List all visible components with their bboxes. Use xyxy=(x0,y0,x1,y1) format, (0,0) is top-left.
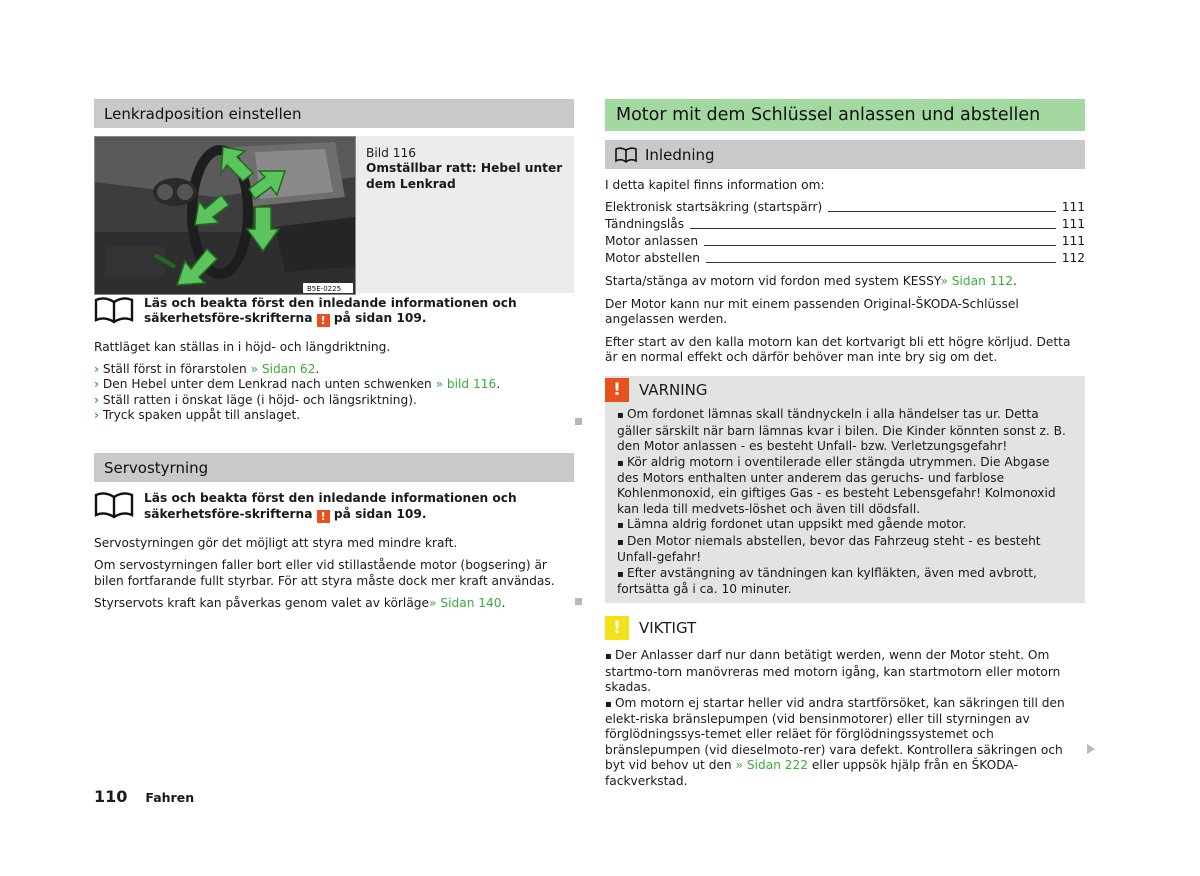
safety-note: Läs och beakta först den inledande informationen och säkerhetsföre-skrifterna ! på sidan 109. xyxy=(94,491,574,522)
important-box xyxy=(605,614,1085,789)
toc-row[interactable]: Elektronisk startsäkring (startspärr) 111 xyxy=(605,200,1085,215)
right-column xyxy=(605,99,1085,789)
book-icon xyxy=(94,296,134,324)
toc-row[interactable]: Tändningslås 111 xyxy=(605,217,1085,232)
toc-row[interactable]: Motor abstellen 112 xyxy=(605,251,1085,266)
section-end-marker xyxy=(575,598,582,605)
kessy-paragraph: Starta/stänga av motorn vid fordon med system KESSY» Sidan 112. xyxy=(605,274,1017,289)
chevron-right-icon: › xyxy=(94,408,100,423)
chapter-heading: Motor mit dem Schlüssel anlassen und abstellen xyxy=(605,99,1085,131)
steering-intro: Rattläget kan ställas in i höjd- och längdriktning. xyxy=(94,340,391,355)
servo-paragraph-1: Servostyrningen gör det möjligt att styra med mindre kraft. xyxy=(94,535,458,550)
list-item: ▪ Kör aldrig motorn i oventilerade eller stängda utrymmen. Die Abgase des Motors enthalten unter anderem das geruchs- und farblose Kohlenmonoxid, ein giftiges Gas - es besteht Lebensgefahr! Kolmonoxid kan leda till medvets-löshet och även till dödsfall. xyxy=(617,455,1073,518)
chevron-right-icon: › xyxy=(94,377,100,392)
chevron-right-icon: › xyxy=(94,392,100,407)
warning-icon: ! xyxy=(317,314,330,327)
important-header: ! VIKTIGT xyxy=(605,614,1085,642)
section-heading-steering-position: Lenkradposition einstellen xyxy=(94,99,574,128)
warning-icon: ! xyxy=(317,510,330,523)
section-heading-power-steering: Servostyrning xyxy=(94,453,574,482)
list-item: › Ställ först in förarstolen » Sidan 62. xyxy=(94,361,320,376)
continue-arrow-icon xyxy=(1087,744,1095,754)
warning-header: ! VARNING xyxy=(605,376,1085,404)
page-number: 110 xyxy=(94,787,128,806)
list-item: › Tryck spaken uppåt till anslaget. xyxy=(94,408,301,423)
list-item: ▪ Om motorn ej startar heller vid andra startförsöket, kan säkringen till den elekt-riska bränslepumpen (vid bensinmotorer) eller till styrningen av förglödningssys-temet eller reläet för förglödningssystemet och bränslepumpen (vid dieselmoto-rer) vara defekt. Kontrollera säkringen och byt vid behov ut den » Sidan 222 eller uppsök hjälp från en ŠKODA-fackverkstad. xyxy=(605,696,1085,789)
safety-note: Läs och beakta först den inledande informationen och säkerhetsföre-skrifterna ! på sidan 109. xyxy=(94,296,574,327)
servo-paragraph-2: Om servostyrningen faller bort eller vid stillastående motor (bogsering) är bilen fortfarande fullt styrbar. För att styra måste dock mer kraft användas. xyxy=(94,558,555,588)
list-item: › Den Hebel unter dem Lenkrad nach unten schwenken » bild 116. xyxy=(94,377,501,392)
link-page-112[interactable]: » Sidan 112 xyxy=(940,274,1013,289)
servo-paragraph-3: Styrservots kraft kan påverkas genom valet av körläge» Sidan 140. xyxy=(94,596,506,611)
figure-title: Omställbar ratt: Hebel unter dem Lenkrad xyxy=(366,161,563,191)
book-icon xyxy=(615,147,637,163)
list-item: ▪ Der Anlasser darf nur dann betätigt werden, wenn der Motor steht. Om startmo-torn manövreras med motorn igång, kan startmotorn eller motorn skadas. xyxy=(605,648,1085,695)
list-item: ▪ Efter avstängning av tändningen kan kylfläkten, även med avbrott, fortsätta gå i ca. 10 minuter. xyxy=(617,566,1073,598)
caution-icon: ! xyxy=(605,616,629,640)
key-paragraph: Der Motor kann nur mit einem passenden Original-ŠKODA-Schlüssel angelassen werden. xyxy=(605,296,1019,327)
table-of-contents xyxy=(605,199,1085,267)
figure-code: B5E-0225 xyxy=(307,285,342,293)
figure-caption xyxy=(366,146,566,192)
link-page-140[interactable]: » Sidan 140 xyxy=(429,596,502,611)
section-name: Fahren xyxy=(145,790,195,805)
intro-line: I detta kapitel finns information om: xyxy=(605,178,825,192)
list-item: ▪ Den Motor niemals abstellen, bevor das Fahrzeug steht - es besteht Unfall-gefahr! xyxy=(617,534,1073,566)
toc-row[interactable]: Motor anlassen 111 xyxy=(605,234,1085,249)
link-page-222[interactable]: » Sidan 222 xyxy=(735,758,809,773)
book-icon xyxy=(94,491,134,519)
figure-label: Bild 116 xyxy=(366,146,417,160)
intro-heading: Inledning xyxy=(605,140,1085,169)
warning-icon: ! xyxy=(605,378,629,402)
steering-wheel-photo xyxy=(94,136,356,295)
warning-box xyxy=(605,376,1085,603)
list-item: › Ställ ratten i önskat läge (i höjd- och längsriktning). xyxy=(94,392,417,407)
list-item: ▪ Om fordonet lämnas skall tändnyckeln i alla händelser tas ur. Detta gäller särskilt när barn lämnas kvar i bilen. Die Kinder könnten sonst z. B. den Motor anlassen - es besteht Unfall- bzw. Verletzungsgefahr! xyxy=(617,407,1073,454)
section-end-marker xyxy=(575,418,582,425)
cold-start-paragraph: Efter start av den kalla motorn kan det kortvarigt bli ett högre körljud. Detta är en normal effekt och därför behöver man inte bry sig om det. xyxy=(605,334,1071,365)
link-page-62[interactable]: » Sidan 62 xyxy=(250,361,316,376)
page-footer xyxy=(94,787,194,806)
link-figure-116[interactable]: » bild 116 xyxy=(435,377,497,392)
chevron-right-icon: › xyxy=(94,361,100,376)
steps-list xyxy=(94,362,574,424)
left-column xyxy=(94,99,574,611)
list-item: ▪ Lämna aldrig fordonet utan uppsikt med gående motor. xyxy=(617,517,1073,533)
figure-116 xyxy=(94,136,574,294)
